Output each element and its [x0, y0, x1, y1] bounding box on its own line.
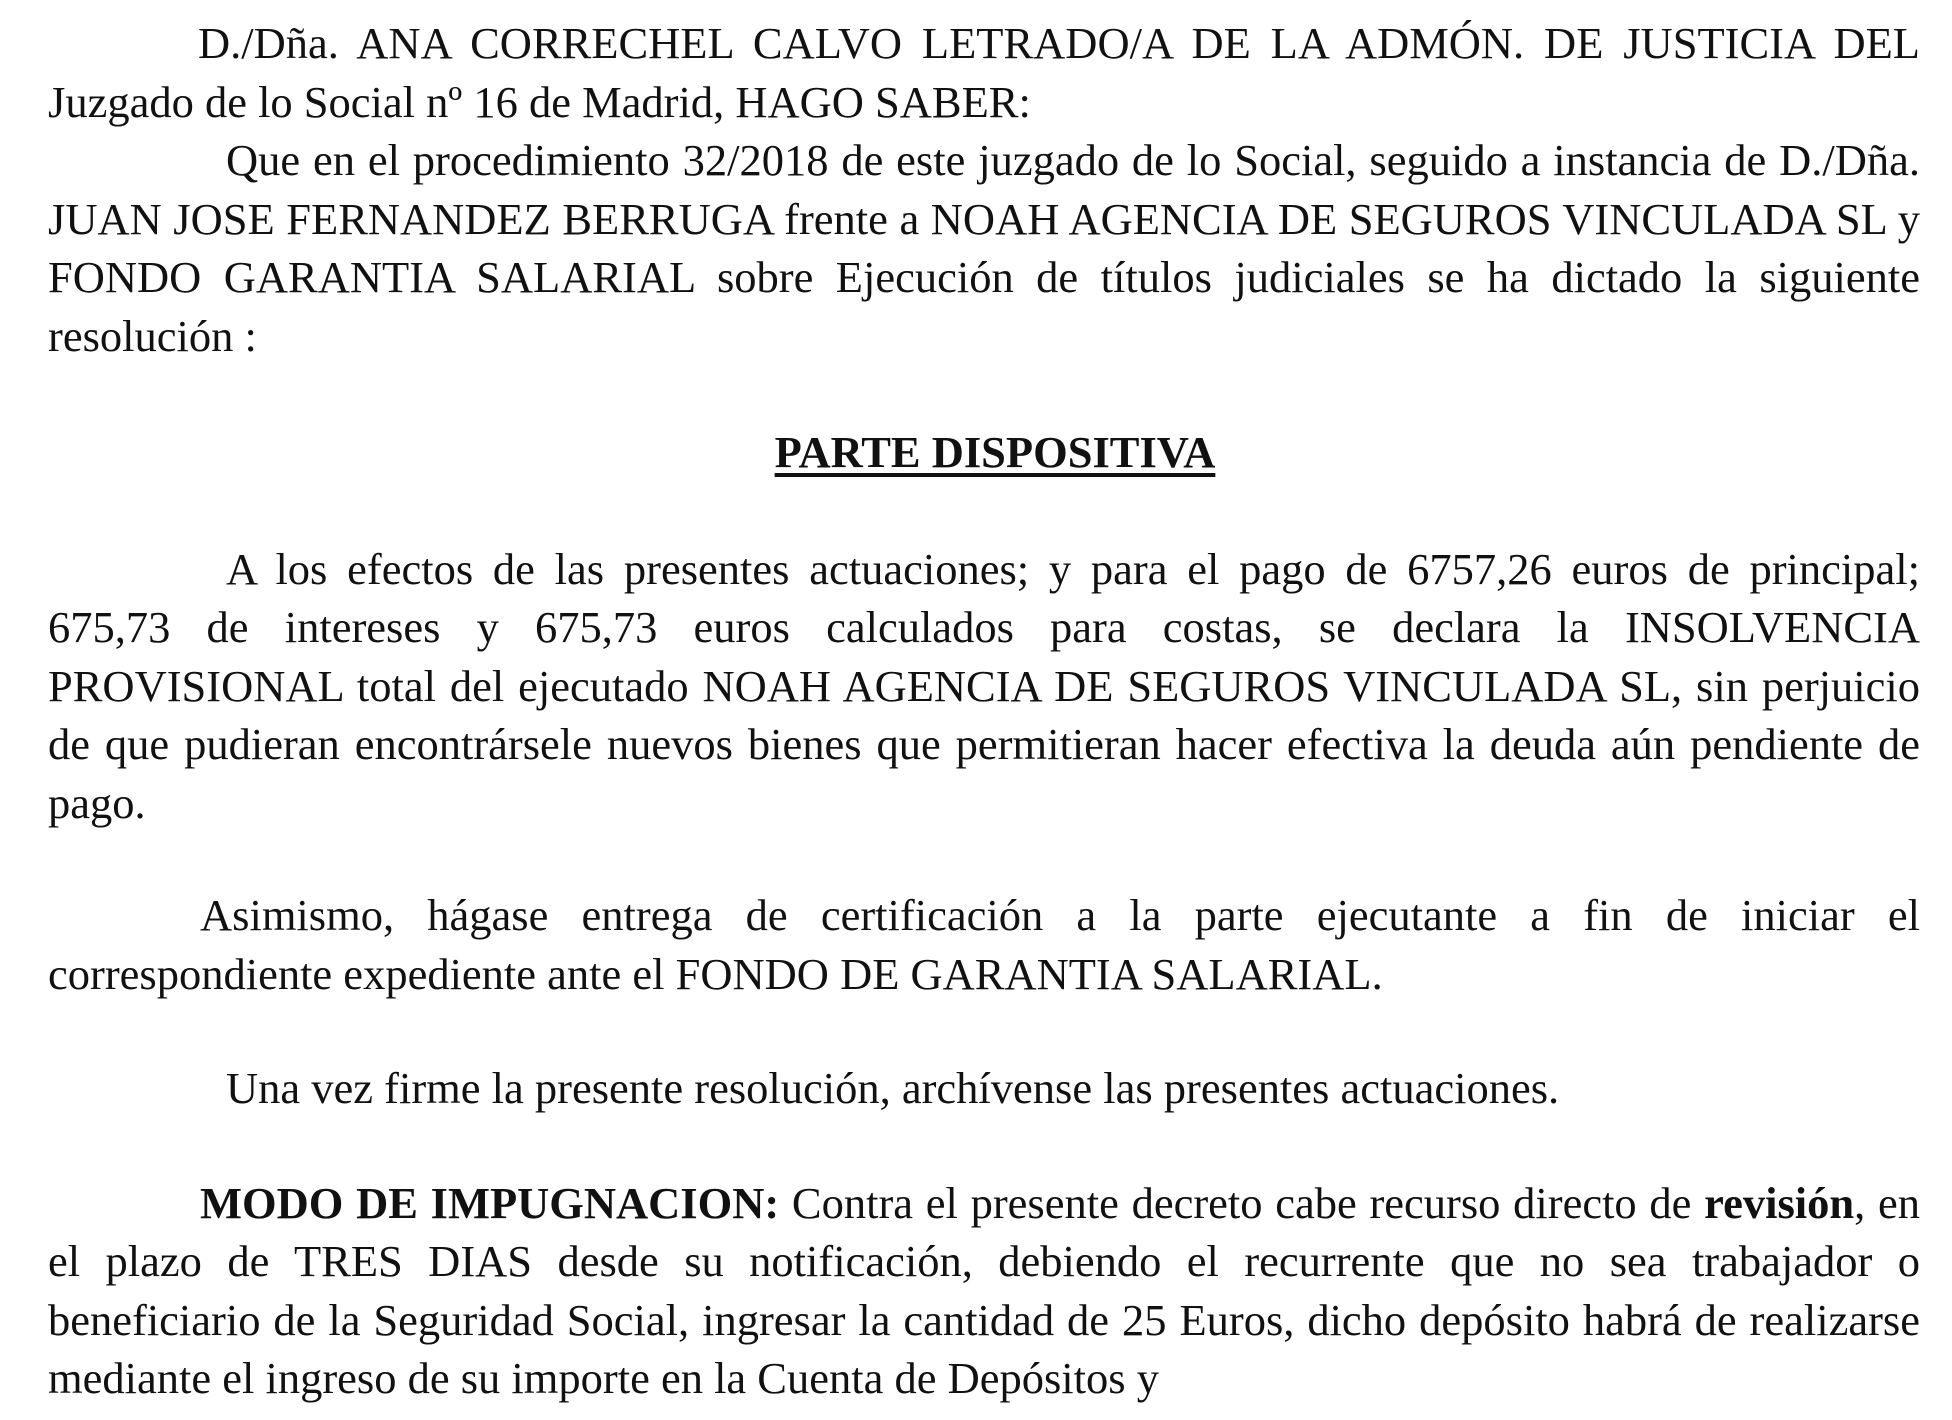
impugnation-paragraph	[48, 1174, 1920, 1408]
insolvency-paragraph: A los efectos de las presentes actuaciones; y para el pago de 6757,26 euros de principal; 675,73 de intereses y 675,73 euros calculados para costas, se declara la INSOLVENCIA PROVISIONAL total del ejecutado NOAH AGENCIA DE SEGUROS VINCULADA SL, sin perjuicio de que pudieran encontrársele nuevos bienes que permitieran hacer efectiva la deuda aún pendiente de pago.	[48, 543, 1920, 828]
impugnation-text-1: Contra el presente decreto cabe recurso directo de	[779, 1177, 1705, 1228]
impugnation-text-2: , en el plazo de TRES DIAS desde su notificación, debiendo el recurrente que no sea trabajador o beneficiario de la Seguridad Social, ingresar la cantidad de 25 Euros, dicho depósito habrá de realizarse mediante el ingreso de su importe en la Cuenta de Depósitos y	[48, 1177, 1920, 1403]
procedure-paragraph: Que en el procedimiento 32/2018 de este juzgado de lo Social, seguido a instancia de D./Dña. JUAN JOSE FERNANDEZ BERRUGA frente a NOAH AGENCIA DE SEGUROS VINCULADA SL y FONDO GARANTIA SALARIAL sobre Ejecución de títulos judiciales se ha dictado la siguiente resolución :	[48, 135, 1920, 361]
impugnation-keyword: revisión	[1704, 1177, 1855, 1228]
document-page	[48, 14, 1920, 1408]
section-title: PARTE DISPOSITIVA	[774, 427, 1216, 477]
intro-paragraph: D./Dña. ANA CORRECHEL CALVO LETRADO/A DE LA ADMÓN. DE JUSTICIA DEL Juzgado de lo Social nº 16 de Madrid, HAGO SABER:	[48, 18, 1920, 127]
impugnation-label: MODO DE IMPUGNACION:	[200, 1177, 780, 1228]
certification-paragraph: Asimismo, hágase entrega de certificación a la parte ejecutante a fin de iniciar el correspondiente expediente ante el FONDO DE GARANTIA SALARIAL.	[48, 890, 1920, 999]
archive-paragraph: Una vez firme la presente resolución, archívense las presentes actuaciones.	[226, 1063, 1560, 1113]
